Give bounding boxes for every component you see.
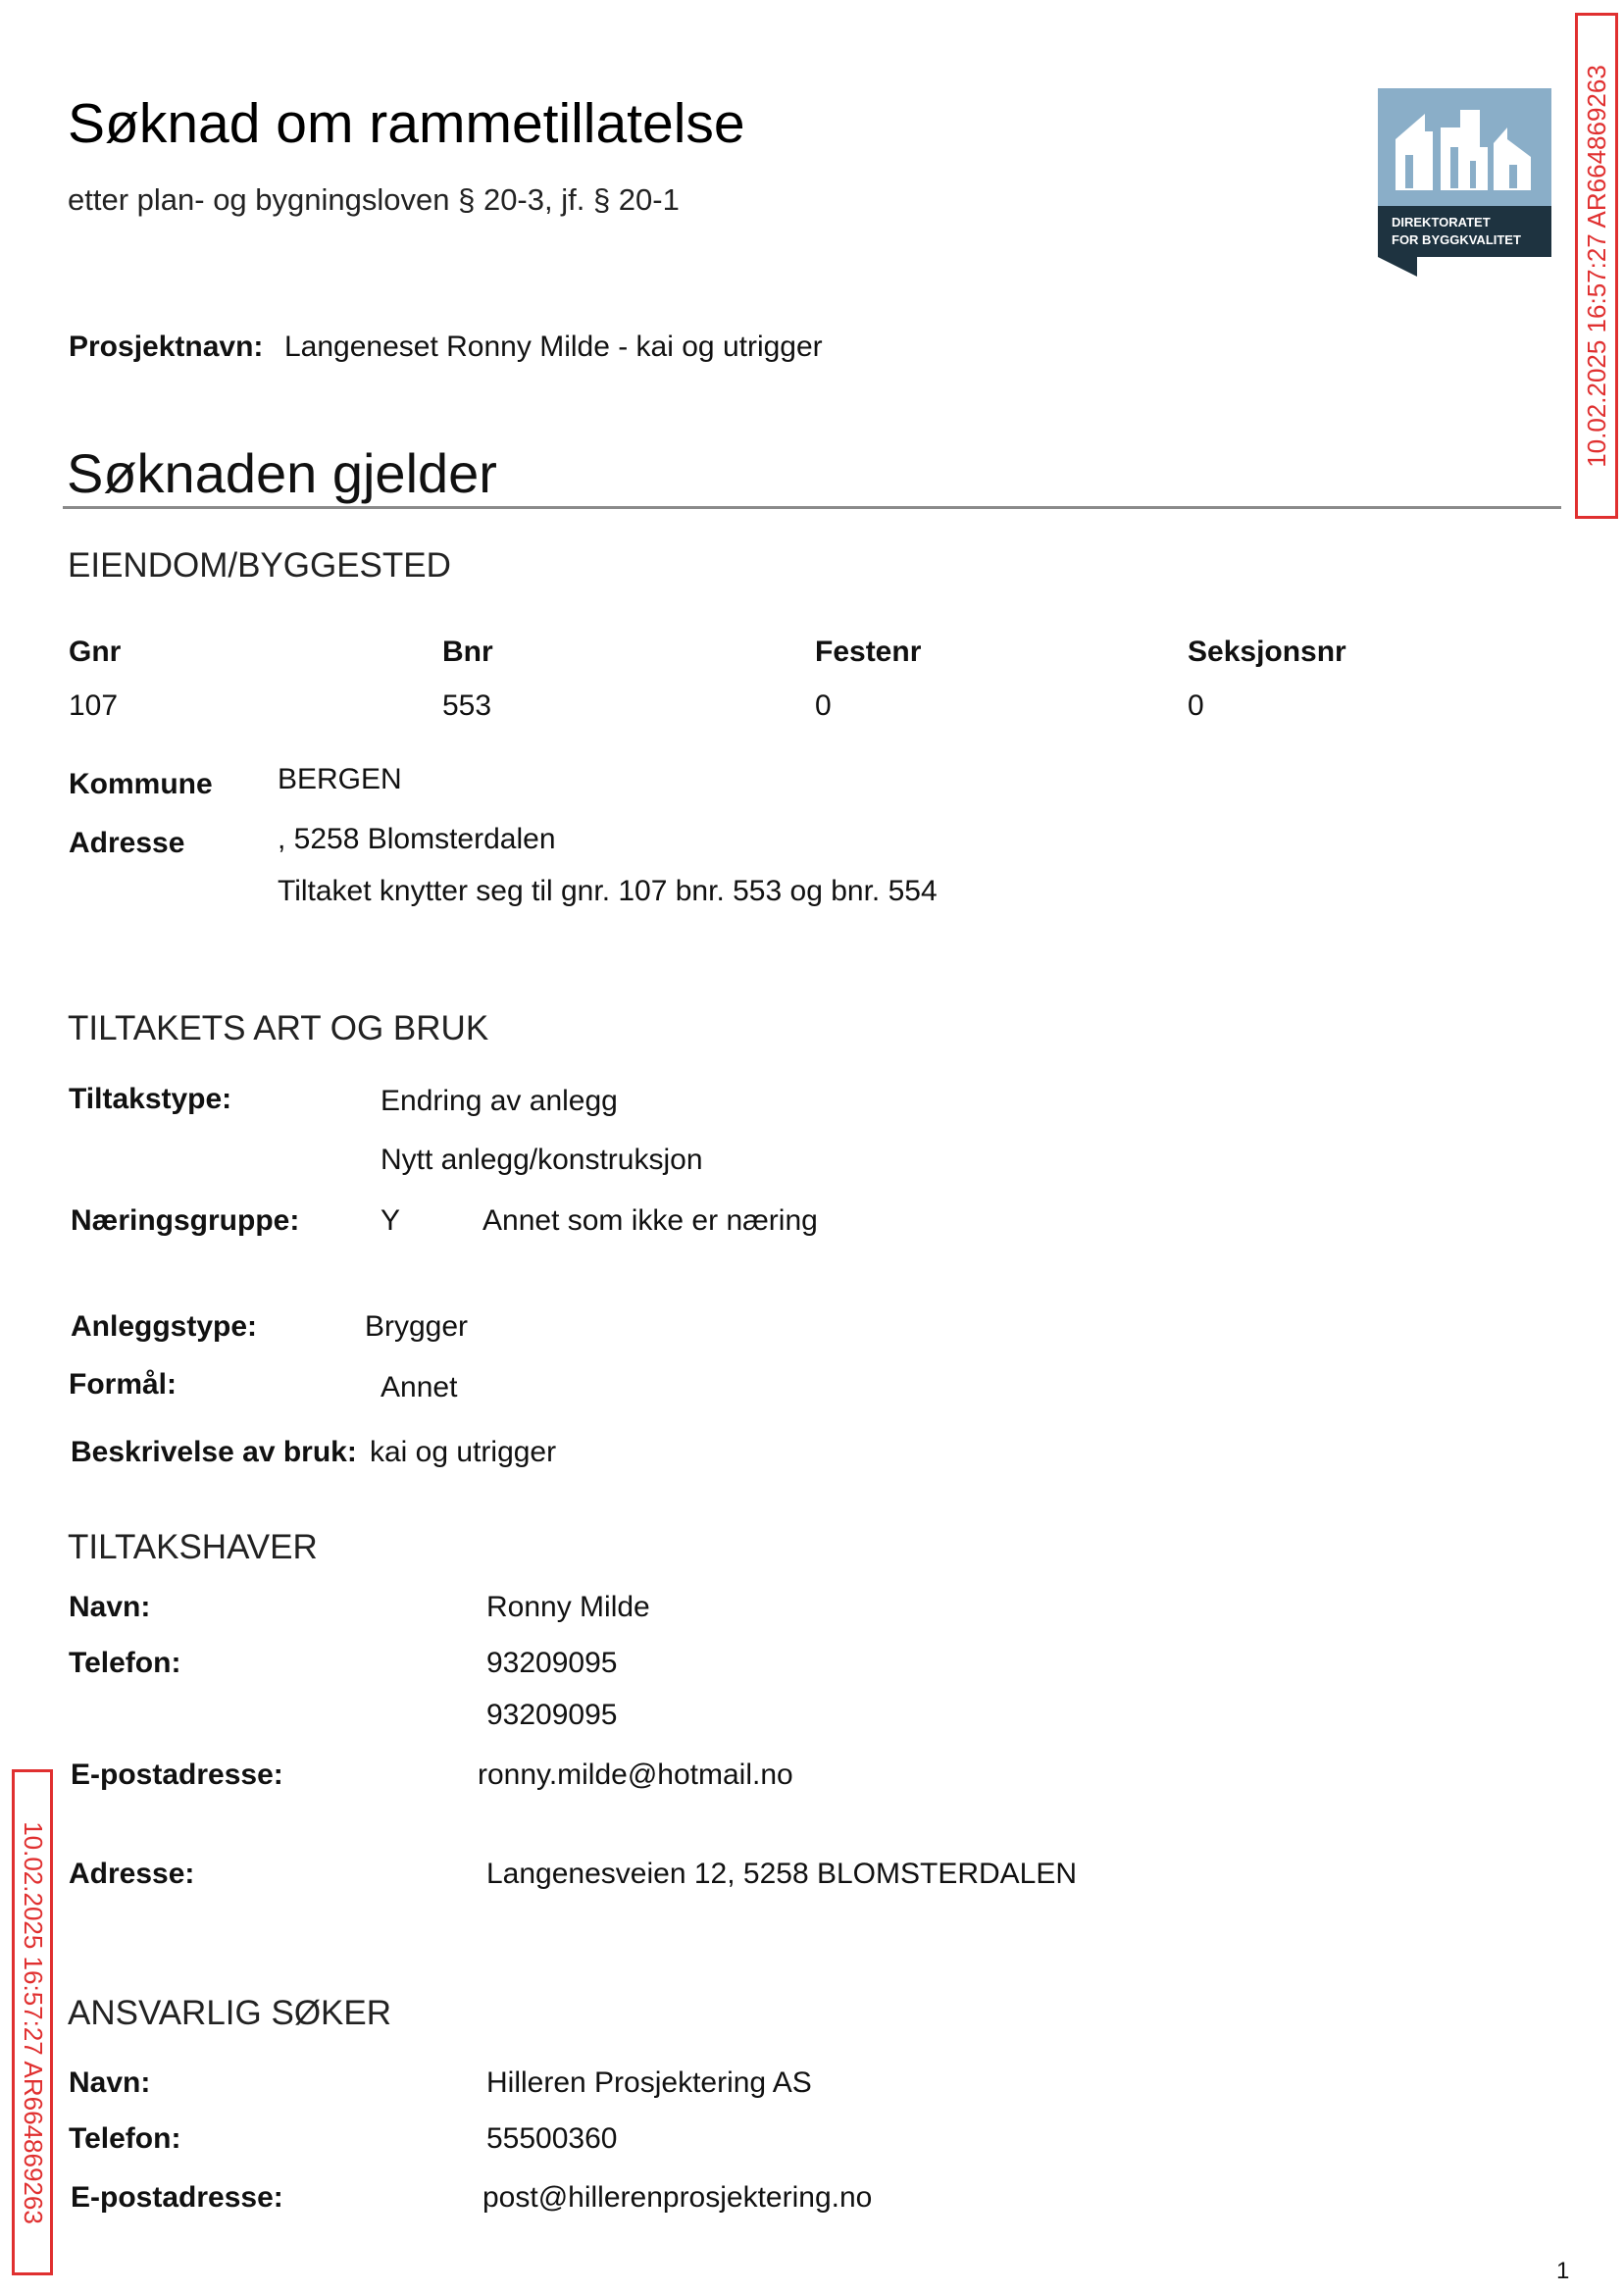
section-ansvarlig-soker: ANSVARLIG SØKER [68, 1994, 392, 2032]
tiltakstype-value-1: Endring av anlegg [381, 1085, 618, 1117]
formal-label: Formål: [69, 1368, 178, 1401]
document-title: Søknad om rammetillatelse [68, 92, 745, 155]
soker-telefon: 55500360 [486, 2122, 618, 2155]
project-name: Langeneset Ronny Milde - kai og utrigger [284, 331, 823, 363]
kommune-value: BERGEN [278, 763, 402, 795]
stamp-text: 10.02.2025 16:57:27 AR664869263 [1581, 64, 1611, 468]
section-tiltakshaver: TILTAKSHAVER [68, 1528, 318, 1566]
tiltakshaver-epost: ronny.milde@hotmail.no [478, 1759, 793, 1791]
logo-line1: DIREKTORATET [1392, 215, 1491, 229]
tiltakshaver-navn-label: Navn: [69, 1591, 151, 1623]
anleggstype-value: Brygger [365, 1310, 469, 1343]
anleggstype-label: Anleggstype: [71, 1310, 258, 1343]
naeringsgruppe-label: Næringsgruppe: [71, 1204, 300, 1237]
col-festenr: Festenr [815, 636, 922, 668]
page-heading: Søknaden gjelder [67, 442, 497, 504]
stamp-text: 10.02.2025 16:57:27 AR664869263 [18, 1820, 48, 2224]
section-tiltak: TILTAKETS ART OG BRUK [68, 1009, 489, 1047]
tiltakshaver-telefon-2: 93209095 [486, 1699, 618, 1731]
dibk-logo-icon [1378, 88, 1551, 277]
soker-telefon-label: Telefon: [69, 2122, 181, 2155]
naeringsgruppe-code: Y [381, 1204, 401, 1237]
adresse-note: Tiltaket knytter seg til gnr. 107 bnr. 553 og bnr. 554 [278, 875, 938, 907]
col-bnr: Bnr [442, 636, 493, 668]
logo-line2: FOR BYGGKVALITET [1392, 232, 1521, 247]
value-festenr: 0 [815, 689, 832, 722]
stamp-bottom-left [12, 1769, 53, 2275]
tiltakshaver-telefon: 93209095 [486, 1647, 618, 1679]
tiltakstype-label: Tiltakstype: [69, 1083, 232, 1115]
col-seksjonsnr: Seksjonsnr [1188, 636, 1346, 668]
adresse-value: , 5258 Blomsterdalen [278, 823, 556, 855]
bruk-label: Beskrivelse av bruk: [71, 1436, 357, 1468]
col-gnr: Gnr [69, 636, 122, 668]
adresse-label: Adresse [69, 827, 185, 859]
bruk-value: kai og utrigger [370, 1436, 557, 1468]
value-gnr: 107 [69, 689, 119, 722]
soker-epost: post@hillerenprosjektering.no [482, 2181, 873, 2214]
tiltakshaver-adresse: Langenesveien 12, 5258 BLOMSTERDALEN [486, 1858, 1078, 1890]
stamp-top-right [1575, 13, 1618, 519]
tiltakshaver-navn: Ronny Milde [486, 1591, 650, 1623]
kommune-label: Kommune [69, 768, 213, 800]
soker-navn: Hilleren Prosjektering AS [486, 2066, 812, 2099]
page-number: 1 [1556, 2258, 1570, 2284]
soker-navn-label: Navn: [69, 2066, 151, 2099]
tiltakshaver-telefon-label: Telefon: [69, 1647, 181, 1679]
tiltakshaver-epost-label: E-postadresse: [71, 1759, 283, 1791]
formal-value: Annet [381, 1371, 458, 1403]
tiltakstype-value-2: Nytt anlegg/konstruksjon [381, 1144, 703, 1176]
section-property: EIENDOM/BYGGESTED [68, 546, 451, 585]
value-seksjonsnr: 0 [1188, 689, 1204, 722]
naeringsgruppe-text: Annet som ikke er næring [482, 1204, 818, 1237]
value-bnr: 553 [442, 689, 492, 722]
tiltakshaver-adresse-label: Adresse: [69, 1858, 195, 1890]
document-subtitle: etter plan- og bygningsloven § 20-3, jf. § 20-1 [68, 182, 680, 217]
heading-divider [63, 506, 1561, 509]
project-label: Prosjektnavn: [69, 331, 264, 363]
soker-epost-label: E-postadresse: [71, 2181, 283, 2214]
